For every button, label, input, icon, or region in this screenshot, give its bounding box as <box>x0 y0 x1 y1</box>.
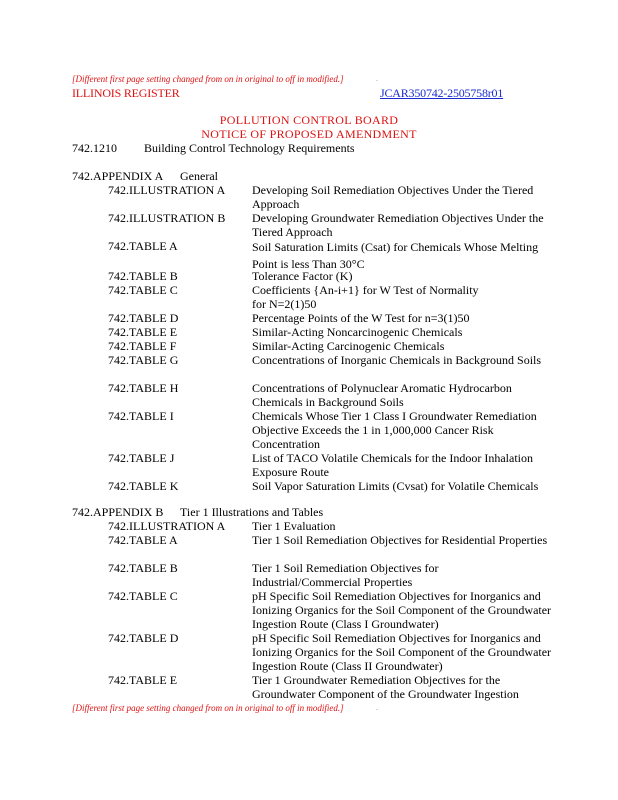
row-label: 742.TABLE D <box>108 311 179 325</box>
row-label: 742.ILLUSTRATION A <box>108 519 226 533</box>
row-description: Soil Saturation Limits (Csat) for Chemicals Whose Melting Point is less Than 30°C <box>252 240 539 271</box>
row-label: 742.TABLE G <box>108 353 179 367</box>
row-label: 742.TABLE A <box>108 239 178 253</box>
row-label: 742.TABLE E <box>108 325 178 339</box>
header-dot-mark: . <box>376 74 378 83</box>
appendix-b-label: 742.APPENDIX B <box>72 505 164 519</box>
row-label: 742.TABLE F <box>108 339 177 353</box>
row-label: 742.TABLE I <box>108 409 174 423</box>
row-label: 742.ILLUSTRATION A <box>108 183 226 197</box>
row-label: 742.TABLE A <box>108 533 178 547</box>
row-label: 742.TABLE E <box>108 673 178 687</box>
row-label: 742.TABLE H <box>108 381 179 395</box>
row-label: 742.TABLE C <box>108 283 178 297</box>
footer-dot-mark: . <box>376 703 378 712</box>
row-label: 742.TABLE B <box>108 561 178 575</box>
notice-title: NOTICE OF PROPOSED AMENDMENT <box>201 127 417 141</box>
board-title: POLLUTION CONTROL BOARD <box>219 113 399 127</box>
jcar-code-link[interactable]: JCAR350742-2505758r01 <box>380 86 504 100</box>
appendix-a-title: General <box>180 169 218 183</box>
row-description: Coefficients {An-i+1} for W Test of Normality for N=2(1)50 <box>252 283 479 311</box>
row-description: Concentrations of Polynuclear Aromatic Hydrocarbon Chemicals in Background Soils <box>252 381 512 409</box>
section-number: 742.1210 <box>72 141 117 155</box>
row-description: Developing Soil Remediation Objectives Under the Tiered Approach <box>252 183 534 211</box>
row-label: 742.TABLE J <box>108 451 175 465</box>
header-note: [Different first page setting changed from on in original to off in modified.] <box>72 74 344 84</box>
row-description: pH Specific Soil Remediation Objectives for Inorganics and Ionizing Organics for the Soil Component of the Groundwater Ingestion Route (Class I Groundwater) <box>252 589 552 631</box>
row-description: pH Specific Soil Remediation Objectives for Inorganics and Ionizing Organics for the Soil Component of the Groundwater Ingestion Route (Class II Groundwater) <box>252 631 552 673</box>
appendix-a-label: 742.APPENDIX A <box>72 169 164 183</box>
row-description: Similar-Acting Noncarcinogenic Chemicals <box>252 325 463 339</box>
section-title: Building Control Technology Requirements <box>144 141 355 155</box>
row-description: Developing Groundwater Remediation Objectives Under the Tiered Approach <box>252 211 544 239</box>
row-label: 742.ILLUSTRATION B <box>108 211 226 225</box>
row-description: Concentrations of Inorganic Chemicals in Background Soils <box>252 353 542 367</box>
row-description: Tolerance Factor (K) <box>252 269 353 283</box>
row-description: Tier 1 Soil Remediation Objectives for Residential Properties <box>252 533 548 547</box>
row-label: 742.TABLE D <box>108 631 179 645</box>
row-description: Tier 1 Evaluation <box>252 519 336 533</box>
row-description: Similar-Acting Carcinogenic Chemicals <box>252 339 445 353</box>
row-description: Percentage Points of the W Test for n=3(1)50 <box>252 311 470 325</box>
register-title: ILLINOIS REGISTER <box>72 86 180 100</box>
row-description: Tier 1 Groundwater Remediation Objectives for the Groundwater Component of the Groundwater Ingestion <box>252 673 519 701</box>
row-description: List of TACO Volatile Chemicals for the Indoor Inhalation Exposure Route <box>252 451 533 479</box>
row-label: 742.TABLE B <box>108 269 178 283</box>
footer-note: [Different first page setting changed from on in original to off in modified.] <box>72 703 344 713</box>
row-description: Chemicals Whose Tier 1 Class I Groundwater Remediation Objective Exceeds the 1 in 1,000,000 Cancer Risk Concentration <box>252 409 537 451</box>
appendix-b-title: Tier 1 Illustrations and Tables <box>180 505 324 519</box>
row-description: Soil Vapor Saturation Limits (Cvsat) for Volatile Chemicals <box>252 479 539 493</box>
row-description: Tier 1 Soil Remediation Objectives for Industrial/Commercial Properties <box>252 561 439 589</box>
row-label: 742.TABLE K <box>108 479 179 493</box>
row-label: 742.TABLE C <box>108 589 178 603</box>
